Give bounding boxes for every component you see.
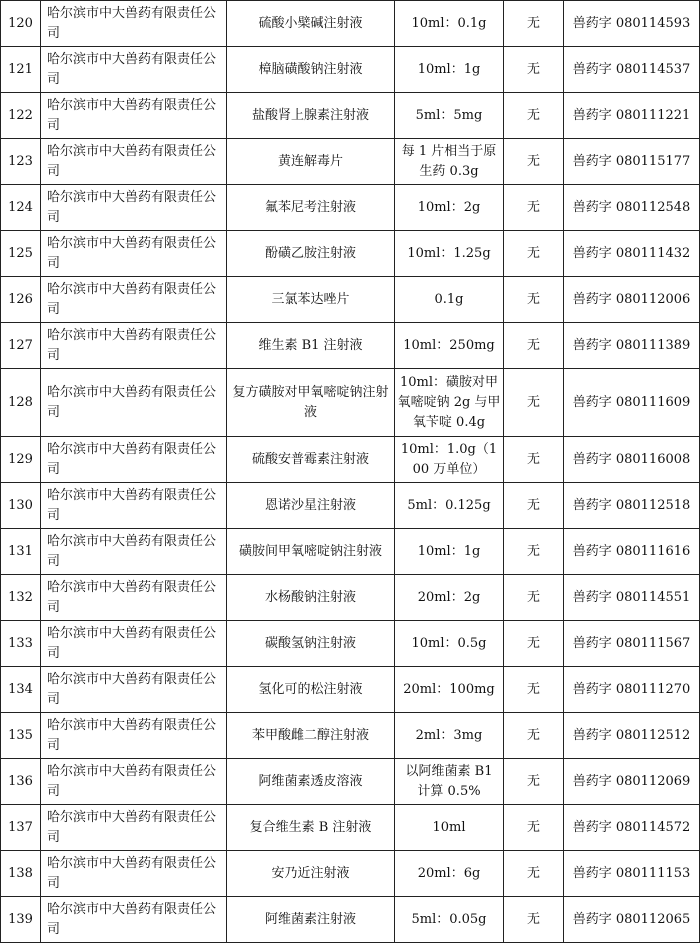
company-name: 哈尔滨市中大兽药有限责任公司 (41, 713, 227, 759)
license-number: 兽药字 080112518 (564, 483, 700, 529)
table-row (1, 437, 700, 483)
product-spec: 10ml (395, 805, 504, 851)
row-number: 125 (1, 231, 41, 277)
table-row (1, 805, 700, 851)
license-number: 兽药字 080111432 (564, 231, 700, 277)
row-number: 127 (1, 323, 41, 369)
flag-cell: 无 (504, 621, 564, 667)
product-name: 维生素 B1 注射液 (227, 323, 395, 369)
product-name: 安乃近注射液 (227, 851, 395, 897)
license-number: 兽药字 080114537 (564, 47, 700, 93)
license-number: 兽药字 080112548 (564, 185, 700, 231)
license-number: 兽药字 080111609 (564, 369, 700, 437)
table-row (1, 369, 700, 437)
flag-cell: 无 (504, 897, 564, 943)
company-name: 哈尔滨市中大兽药有限责任公司 (41, 231, 227, 277)
product-spec: 5ml：0.125g (395, 483, 504, 529)
flag-cell: 无 (504, 185, 564, 231)
table-row (1, 575, 700, 621)
product-name: 硫酸安普霉素注射液 (227, 437, 395, 483)
product-spec: 10ml：1.0g（100 万单位） (395, 437, 504, 483)
product-name: 苯甲酸雌二醇注射液 (227, 713, 395, 759)
row-number: 133 (1, 621, 41, 667)
license-number: 兽药字 080114593 (564, 1, 700, 47)
flag-cell: 无 (504, 805, 564, 851)
flag-cell: 无 (504, 759, 564, 805)
company-name: 哈尔滨市中大兽药有限责任公司 (41, 483, 227, 529)
table-row (1, 277, 700, 323)
company-name: 哈尔滨市中大兽药有限责任公司 (41, 185, 227, 231)
product-name: 氟苯尼考注射液 (227, 185, 395, 231)
company-name: 哈尔滨市中大兽药有限责任公司 (41, 575, 227, 621)
table-row (1, 323, 700, 369)
product-name: 碳酸氢钠注射液 (227, 621, 395, 667)
flag-cell: 无 (504, 277, 564, 323)
flag-cell: 无 (504, 231, 564, 277)
table-row (1, 139, 700, 185)
product-name: 樟脑磺酸钠注射液 (227, 47, 395, 93)
row-number: 132 (1, 575, 41, 621)
product-spec: 20ml：6g (395, 851, 504, 897)
row-number: 123 (1, 139, 41, 185)
license-number: 兽药字 080112512 (564, 713, 700, 759)
flag-cell: 无 (504, 851, 564, 897)
product-name: 盐酸肾上腺素注射液 (227, 93, 395, 139)
product-spec: 10ml：2g (395, 185, 504, 231)
license-number: 兽药字 080111153 (564, 851, 700, 897)
flag-cell: 无 (504, 93, 564, 139)
product-spec: 5ml：5mg (395, 93, 504, 139)
license-number: 兽药字 080112065 (564, 897, 700, 943)
row-number: 122 (1, 93, 41, 139)
company-name: 哈尔滨市中大兽药有限责任公司 (41, 47, 227, 93)
company-name: 哈尔滨市中大兽药有限责任公司 (41, 93, 227, 139)
table-row (1, 897, 700, 943)
product-spec: 以阿维菌素 B1 计算 0.5% (395, 759, 504, 805)
company-name: 哈尔滨市中大兽药有限责任公司 (41, 369, 227, 437)
row-number: 131 (1, 529, 41, 575)
flag-cell: 无 (504, 483, 564, 529)
product-spec: 20ml：2g (395, 575, 504, 621)
license-number: 兽药字 080111221 (564, 93, 700, 139)
company-name: 哈尔滨市中大兽药有限责任公司 (41, 805, 227, 851)
company-name: 哈尔滨市中大兽药有限责任公司 (41, 437, 227, 483)
flag-cell: 无 (504, 713, 564, 759)
row-number: 128 (1, 369, 41, 437)
license-number: 兽药字 080111616 (564, 529, 700, 575)
product-spec: 5ml：0.05g (395, 897, 504, 943)
company-name: 哈尔滨市中大兽药有限责任公司 (41, 529, 227, 575)
license-number: 兽药字 080115177 (564, 139, 700, 185)
row-number: 135 (1, 713, 41, 759)
flag-cell: 无 (504, 437, 564, 483)
product-name: 硫酸小檗碱注射液 (227, 1, 395, 47)
row-number: 134 (1, 667, 41, 713)
company-name: 哈尔滨市中大兽药有限责任公司 (41, 621, 227, 667)
flag-cell: 无 (504, 139, 564, 185)
table-row (1, 713, 700, 759)
product-name: 阿维菌素注射液 (227, 897, 395, 943)
row-number: 130 (1, 483, 41, 529)
product-spec: 10ml：磺胺对甲氧嘧啶钠 2g 与甲氧苄啶 0.4g (395, 369, 504, 437)
product-name: 水杨酸钠注射液 (227, 575, 395, 621)
product-name: 阿维菌素透皮溶液 (227, 759, 395, 805)
row-number: 139 (1, 897, 41, 943)
license-number: 兽药字 080116008 (564, 437, 700, 483)
company-name: 哈尔滨市中大兽药有限责任公司 (41, 897, 227, 943)
product-spec: 20ml：100mg (395, 667, 504, 713)
company-name: 哈尔滨市中大兽药有限责任公司 (41, 1, 227, 47)
license-number: 兽药字 080111270 (564, 667, 700, 713)
product-name: 酚磺乙胺注射液 (227, 231, 395, 277)
product-name: 恩诺沙星注射液 (227, 483, 395, 529)
table-row (1, 759, 700, 805)
flag-cell: 无 (504, 575, 564, 621)
product-name: 复方磺胺对甲氧嘧啶钠注射液 (227, 369, 395, 437)
row-number: 138 (1, 851, 41, 897)
product-spec: 10ml：0.1g (395, 1, 504, 47)
table-row (1, 1, 700, 47)
table-row (1, 483, 700, 529)
license-number: 兽药字 080111567 (564, 621, 700, 667)
product-spec: 10ml：0.5g (395, 621, 504, 667)
product-name: 磺胺间甲氧嘧啶钠注射液 (227, 529, 395, 575)
flag-cell: 无 (504, 1, 564, 47)
table-row (1, 621, 700, 667)
table-row (1, 667, 700, 713)
flag-cell: 无 (504, 667, 564, 713)
table-row (1, 93, 700, 139)
product-spec: 每 1 片相当于原生药 0.3g (395, 139, 504, 185)
company-name: 哈尔滨市中大兽药有限责任公司 (41, 323, 227, 369)
license-number: 兽药字 080114551 (564, 575, 700, 621)
product-spec: 0.1g (395, 277, 504, 323)
product-name: 三氯苯达唑片 (227, 277, 395, 323)
product-spec: 10ml：1g (395, 47, 504, 93)
product-spec: 10ml：1g (395, 529, 504, 575)
company-name: 哈尔滨市中大兽药有限责任公司 (41, 139, 227, 185)
company-name: 哈尔滨市中大兽药有限责任公司 (41, 851, 227, 897)
table-row (1, 851, 700, 897)
row-number: 136 (1, 759, 41, 805)
flag-cell: 无 (504, 323, 564, 369)
row-number: 120 (1, 1, 41, 47)
row-number: 126 (1, 277, 41, 323)
product-name: 黄连解毒片 (227, 139, 395, 185)
license-number: 兽药字 080112006 (564, 277, 700, 323)
product-spec: 10ml：1.25g (395, 231, 504, 277)
table-row (1, 529, 700, 575)
table-row (1, 185, 700, 231)
flag-cell: 无 (504, 369, 564, 437)
flag-cell: 无 (504, 529, 564, 575)
product-name: 氢化可的松注射液 (227, 667, 395, 713)
table-row (1, 47, 700, 93)
row-number: 121 (1, 47, 41, 93)
row-number: 137 (1, 805, 41, 851)
company-name: 哈尔滨市中大兽药有限责任公司 (41, 667, 227, 713)
flag-cell: 无 (504, 47, 564, 93)
company-name: 哈尔滨市中大兽药有限责任公司 (41, 759, 227, 805)
row-number: 124 (1, 185, 41, 231)
company-name: 哈尔滨市中大兽药有限责任公司 (41, 277, 227, 323)
table-row (1, 231, 700, 277)
license-number: 兽药字 080114572 (564, 805, 700, 851)
row-number: 129 (1, 437, 41, 483)
license-number: 兽药字 080112069 (564, 759, 700, 805)
product-spec: 10ml：250mg (395, 323, 504, 369)
product-spec: 2ml：3mg (395, 713, 504, 759)
license-number: 兽药字 080111389 (564, 323, 700, 369)
product-name: 复合维生素 B 注射液 (227, 805, 395, 851)
